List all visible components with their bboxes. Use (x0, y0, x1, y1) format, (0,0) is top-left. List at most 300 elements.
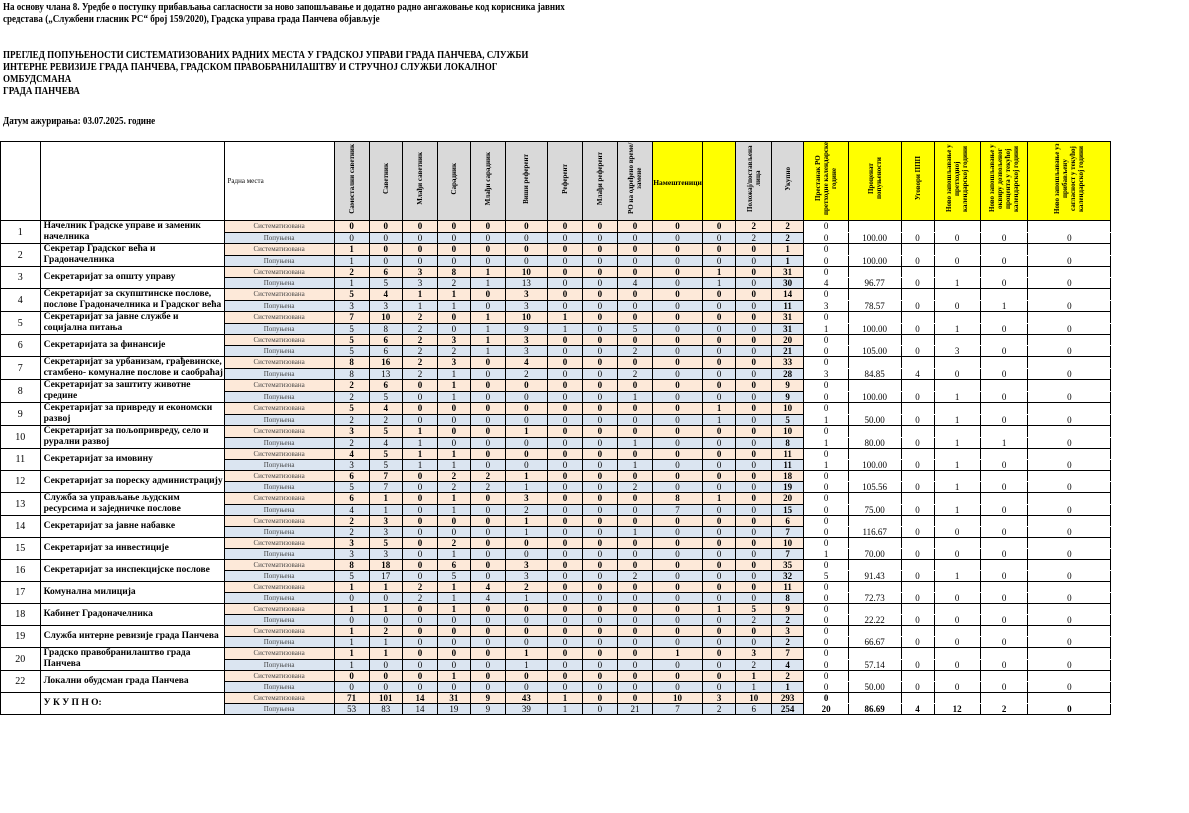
filled-value: 0 (582, 300, 617, 312)
systematized-value: 0 (702, 516, 736, 527)
extra-value: 86.69 (848, 704, 901, 715)
extra-value: 80.00 (848, 437, 901, 449)
filled-value: 0 (548, 682, 583, 693)
extra-value: 0 (980, 278, 1028, 289)
extra-value (848, 267, 901, 278)
table-row (1, 693, 1189, 704)
extra-value (934, 267, 980, 278)
extra-value (901, 604, 934, 615)
systematized-value: 2 (771, 671, 803, 682)
extra-value: 0 (804, 391, 848, 403)
extra-value (934, 221, 980, 233)
extra-value: 0 (934, 593, 980, 604)
extra-value (1028, 312, 1111, 324)
extra-value: 0 (901, 682, 934, 693)
extra-value: 0 (980, 571, 1028, 582)
systematized-value: 0 (402, 648, 437, 660)
filled-value: 0 (653, 278, 703, 289)
systematized-value: 4 (505, 357, 547, 369)
header-col-1 (369, 142, 402, 221)
filled-value: 3 (505, 346, 547, 357)
extra-value: 0 (1028, 504, 1111, 516)
systematized-value: 1 (437, 493, 470, 505)
extra-value (1028, 426, 1111, 438)
systematized-value: 0 (702, 538, 736, 549)
filled-value: 2 (505, 368, 547, 380)
filled-value: 0 (505, 637, 547, 648)
filled-value: 3 (369, 300, 402, 312)
filled-value: 0 (437, 682, 470, 693)
systematized-value: 0 (617, 380, 652, 392)
unit-number: 13 (1, 493, 41, 516)
systematized-value: 31 (437, 693, 470, 704)
extra-value: 1 (980, 300, 1028, 312)
row-kind-filled: Попуњена (224, 704, 334, 715)
unit-number: 7 (1, 357, 41, 380)
header-col-7-label: Млађи референт (595, 151, 604, 206)
extra-value: 0 (934, 615, 980, 626)
filled-value: 0 (582, 637, 617, 648)
systematized-value: 0 (470, 357, 505, 369)
extra-value (980, 648, 1028, 660)
filled-value: 21 (617, 704, 652, 715)
systematized-value: 0 (548, 626, 583, 637)
table-row (1, 538, 1189, 549)
systematized-value: 10 (653, 693, 703, 704)
extra-value (901, 244, 934, 256)
filled-value: 1 (437, 300, 470, 312)
filled-value: 0 (653, 549, 703, 560)
systematized-value: 1 (437, 380, 470, 392)
filled-value: 8 (369, 323, 402, 335)
systematized-value: 0 (617, 693, 652, 704)
systematized-value: 0 (470, 626, 505, 637)
systematized-value: 0 (702, 380, 736, 392)
filled-value: 2 (437, 278, 470, 289)
extra-value (934, 244, 980, 256)
systematized-value: 0 (548, 582, 583, 593)
table-row (1, 244, 1189, 256)
title-line-3: ОМБУДСМАНА (3, 74, 72, 85)
filled-value: 2 (334, 527, 369, 538)
systematized-value: 0 (470, 516, 505, 527)
filled-value: 5 (369, 391, 402, 403)
filled-value: 0 (548, 300, 583, 312)
systematized-value: 5 (369, 449, 402, 460)
filled-value: 2 (369, 414, 402, 426)
filled-value: 5 (334, 482, 369, 493)
extra-value: 1 (934, 482, 980, 493)
systematized-value: 3 (334, 538, 369, 549)
systematized-value: 1 (437, 582, 470, 593)
extra-value: 1 (934, 437, 980, 449)
filled-value: 0 (736, 255, 771, 267)
systematized-value: 10 (771, 538, 803, 549)
systematized-value: 0 (582, 357, 617, 369)
header-extra-1-label: Проценат попуњености (866, 157, 883, 200)
update-date: Датум ажурирања: 03.07.2025. године (3, 116, 156, 127)
header-col-3 (437, 142, 470, 221)
systematized-value: 0 (369, 244, 402, 256)
filled-value: 0 (582, 278, 617, 289)
header-col-9 (653, 142, 703, 221)
systematized-value: 3 (702, 693, 736, 704)
header-col-2-label: Млађи саветник (415, 152, 424, 205)
extra-value (980, 582, 1028, 593)
extra-value: 91.43 (848, 571, 901, 582)
systematized-value: 1 (369, 604, 402, 615)
table-row (1, 267, 1189, 278)
table-row (1, 604, 1189, 615)
filled-value: 0 (548, 346, 583, 357)
extra-value (848, 626, 901, 637)
systematized-value: 0 (505, 221, 547, 233)
systematized-value: 0 (470, 426, 505, 438)
row-kind-systematized: Систематизована (224, 538, 334, 549)
systematized-value: 0 (617, 604, 652, 615)
systematized-value: 8 (334, 560, 369, 571)
systematized-value: 0 (470, 449, 505, 460)
filled-value: 0 (653, 255, 703, 267)
filled-value: 0 (617, 300, 652, 312)
extra-value: 3 (934, 346, 980, 357)
unit-name: Секретаријат за јавне набавке (40, 516, 224, 538)
unit-name: Служба за управљање људским ресурсима и заједничке послове (40, 493, 224, 516)
extra-value (1028, 289, 1111, 301)
row-kind-filled: Попуњена (224, 323, 334, 335)
header-col-0-label: Самостални саветник (347, 143, 356, 214)
extra-value (934, 671, 980, 682)
header-extra-4-label: Ново запошљавање у оквиру дозвољеног процента у текућој календарској години (988, 144, 1021, 213)
row-kind-filled: Попуњена (224, 504, 334, 516)
systematized-value: 0 (653, 671, 703, 682)
filled-value: 0 (653, 300, 703, 312)
filled-value: 4 (771, 659, 803, 671)
extra-value: 0 (980, 323, 1028, 335)
systematized-value: 1 (505, 648, 547, 660)
systematized-value: 11 (771, 582, 803, 593)
systematized-value: 0 (437, 221, 470, 233)
extra-value: 0 (804, 449, 848, 460)
filled-value: 0 (470, 255, 505, 267)
filled-value: 1 (771, 255, 803, 267)
extra-value: 0 (980, 615, 1028, 626)
extra-value: 0 (804, 604, 848, 615)
filled-value: 15 (771, 504, 803, 516)
filled-value: 4 (334, 504, 369, 516)
filled-value: 0 (617, 414, 652, 426)
filled-value: 3 (334, 549, 369, 560)
filled-value: 0 (736, 460, 771, 471)
header-col-9-label: Намештеници (653, 178, 702, 187)
systematized-value: 0 (653, 471, 703, 482)
systematized-value: 0 (702, 312, 736, 324)
extra-value: 0 (901, 504, 934, 516)
extra-value (980, 693, 1028, 704)
systematized-value: 0 (653, 357, 703, 369)
extra-value: 0 (804, 516, 848, 527)
systematized-value: 10 (505, 312, 547, 324)
filled-value: 2 (402, 323, 437, 335)
filled-value: 0 (548, 571, 583, 582)
systematized-value: 0 (582, 403, 617, 415)
extra-value: 100.00 (848, 255, 901, 267)
filled-value: 28 (771, 368, 803, 380)
systematized-value: 0 (702, 426, 736, 438)
systematized-value: 0 (402, 380, 437, 392)
extra-value (1028, 493, 1111, 505)
systematized-value: 5 (369, 538, 402, 549)
systematized-value: 0 (582, 267, 617, 278)
systematized-value: 35 (771, 560, 803, 571)
systematized-value: 0 (617, 560, 652, 571)
filled-value: 0 (617, 232, 652, 244)
extra-value (901, 449, 934, 460)
unit-number: 2 (1, 244, 41, 267)
systematized-value: 0 (548, 357, 583, 369)
systematized-value: 0 (617, 335, 652, 346)
systematized-value: 10 (505, 267, 547, 278)
extra-value (934, 493, 980, 505)
extra-value (1028, 471, 1111, 482)
extra-value: 100.00 (848, 391, 901, 403)
systematized-value: 6 (369, 335, 402, 346)
row-kind-systematized: Систематизована (224, 289, 334, 301)
filled-value: 0 (548, 414, 583, 426)
header-col-3-label: Сарадник (449, 162, 458, 195)
extra-value (901, 693, 934, 704)
unit-name: Секретаријат за имовину (40, 449, 224, 471)
extra-value: 0 (1028, 437, 1111, 449)
filled-value: 0 (402, 504, 437, 516)
extra-value: 0 (804, 335, 848, 346)
filled-value: 9 (470, 704, 505, 715)
unit-name: Градско правобранилаштво града Панчева (40, 648, 224, 671)
unit-name: Служба интерне ревизије града Панчева (40, 626, 224, 648)
extra-value: 0 (901, 460, 934, 471)
table-row (1, 380, 1189, 392)
systematized-value: 0 (402, 604, 437, 615)
row-kind-systematized: Систематизована (224, 626, 334, 637)
extra-value: 0 (804, 482, 848, 493)
table-row (1, 471, 1189, 482)
extra-value (934, 560, 980, 571)
extra-value: 66.67 (848, 637, 901, 648)
systematized-value: 0 (617, 493, 652, 505)
filled-value: 0 (702, 346, 736, 357)
extra-value (1028, 403, 1111, 415)
header-col-6-label: Референт (560, 163, 569, 194)
filled-value: 0 (470, 391, 505, 403)
extra-value: 0 (980, 255, 1028, 267)
filled-value: 0 (437, 437, 470, 449)
filled-value: 0 (702, 300, 736, 312)
intro-line-1: На основу члана 8. Уредбе о поступку прибављања сагласности за ново запошљавање и додатно радно ангажовање код корисника јавних (3, 2, 565, 13)
filled-value: 0 (402, 414, 437, 426)
extra-value (901, 380, 934, 392)
systematized-value: 0 (582, 380, 617, 392)
extra-value (848, 671, 901, 682)
filled-value: 0 (402, 615, 437, 626)
systematized-value: 0 (470, 289, 505, 301)
extra-value: 0 (1028, 659, 1111, 671)
filled-value: 5 (437, 571, 470, 582)
systematized-value: 0 (582, 471, 617, 482)
header-radna-mesta-label: Радна места (227, 177, 264, 185)
filled-value: 0 (617, 504, 652, 516)
filled-value: 0 (334, 615, 369, 626)
systematized-value: 1 (334, 626, 369, 637)
extra-value (848, 403, 901, 415)
systematized-value: 4 (334, 449, 369, 460)
systematized-value: 2 (402, 335, 437, 346)
filled-value: 1 (470, 323, 505, 335)
filled-value: 0 (369, 232, 402, 244)
extra-value: 1 (804, 437, 848, 449)
extra-value: 0 (1028, 615, 1111, 626)
filled-value: 3 (505, 571, 547, 582)
filled-value: 0 (548, 615, 583, 626)
filled-value: 1 (548, 704, 583, 715)
filled-value: 2 (617, 482, 652, 493)
systematized-value: 0 (653, 538, 703, 549)
systematized-value: 0 (582, 626, 617, 637)
systematized-value: 0 (617, 357, 652, 369)
extra-value: 1 (804, 323, 848, 335)
extra-value: 0 (901, 255, 934, 267)
filled-value: 0 (402, 255, 437, 267)
header-extra-3-label: Ново запошљавање у претходној календарској години (945, 144, 970, 213)
filled-value: 9 (505, 323, 547, 335)
systematized-value: 0 (702, 221, 736, 233)
extra-value: 3 (804, 300, 848, 312)
row-kind-systematized: Систематизована (224, 380, 334, 392)
filled-value: 0 (653, 482, 703, 493)
systematized-value: 1 (505, 426, 547, 438)
extra-value (1028, 626, 1111, 637)
unit-number (1, 693, 41, 715)
extra-value (980, 449, 1028, 460)
extra-value: 0 (804, 538, 848, 549)
systematized-value: 1 (470, 267, 505, 278)
extra-value (901, 426, 934, 438)
extra-value (934, 693, 980, 704)
systematized-value: 5 (334, 289, 369, 301)
header-extra-1 (848, 142, 901, 221)
filled-value: 0 (736, 437, 771, 449)
filled-value: 0 (653, 615, 703, 626)
extra-value: 0 (934, 368, 980, 380)
header-extra-3 (934, 142, 980, 221)
systematized-value: 0 (736, 626, 771, 637)
filled-value: 1 (702, 278, 736, 289)
filled-value: 0 (653, 232, 703, 244)
extra-value (848, 693, 901, 704)
systematized-value: 0 (582, 538, 617, 549)
systematized-value: 10 (736, 693, 771, 704)
unit-number: 3 (1, 267, 41, 289)
filled-value: 53 (334, 704, 369, 715)
filled-value: 0 (736, 391, 771, 403)
filled-value: 0 (334, 232, 369, 244)
extra-value: 0 (901, 323, 934, 335)
extra-value: 1 (934, 414, 980, 426)
extra-value (901, 516, 934, 527)
systematized-value: 0 (437, 648, 470, 660)
filled-value: 0 (582, 460, 617, 471)
table-row (1, 403, 1189, 415)
filled-value: 1 (369, 504, 402, 516)
table-row (1, 493, 1189, 505)
row-kind-filled: Попуњена (224, 527, 334, 538)
header-extra-0 (804, 142, 848, 221)
filled-value: 0 (653, 571, 703, 582)
extra-value (980, 335, 1028, 346)
title-line-4: ГРАДА ПАНЧЕВА (3, 86, 80, 97)
extra-value: 0 (980, 682, 1028, 693)
extra-value: 70.00 (848, 549, 901, 560)
systematized-value: 0 (653, 449, 703, 460)
systematized-value: 1 (653, 648, 703, 660)
extra-value (980, 403, 1028, 415)
systematized-value: 0 (617, 289, 652, 301)
systematized-value: 0 (548, 426, 583, 438)
filled-value: 7 (653, 704, 703, 715)
filled-value: 0 (437, 659, 470, 671)
extra-value: 0 (901, 549, 934, 560)
extra-value: 0 (980, 368, 1028, 380)
systematized-value: 1 (437, 449, 470, 460)
extra-value: 4 (804, 278, 848, 289)
extra-value: 1 (934, 391, 980, 403)
filled-value: 0 (548, 278, 583, 289)
filled-value: 1 (771, 682, 803, 693)
systematized-value: 7 (369, 471, 402, 482)
systematized-value: 8 (653, 493, 703, 505)
filled-value: 0 (470, 437, 505, 449)
extra-value: 0 (1028, 637, 1111, 648)
systematized-value: 0 (582, 449, 617, 460)
extra-value: 0 (934, 255, 980, 267)
systematized-value: 0 (582, 671, 617, 682)
extra-value: 0 (804, 255, 848, 267)
header-extra-2-label: Уговори ППП (913, 156, 922, 201)
extra-value (1028, 582, 1111, 593)
extra-value (848, 449, 901, 460)
filled-value: 0 (617, 659, 652, 671)
filled-value: 0 (402, 232, 437, 244)
filled-value: 0 (548, 460, 583, 471)
row-kind-systematized: Систематизована (224, 403, 334, 415)
extra-value: 0 (804, 221, 848, 233)
extra-value: 0 (980, 414, 1028, 426)
extra-value: 0 (980, 527, 1028, 538)
systematized-value: 3 (334, 426, 369, 438)
extra-value: 1 (804, 460, 848, 471)
filled-value: 17 (369, 571, 402, 582)
systematized-value: 0 (617, 626, 652, 637)
extra-value (901, 335, 934, 346)
extra-value: 0 (804, 346, 848, 357)
row-kind-systematized: Систематизована (224, 516, 334, 527)
systematized-value: 0 (653, 244, 703, 256)
unit-name: Начелник Градске управе и заменик начелника (40, 221, 224, 244)
filled-value: 0 (582, 482, 617, 493)
systematized-value: 0 (369, 221, 402, 233)
extra-value: 0 (804, 693, 848, 704)
extra-value: 0 (804, 637, 848, 648)
filled-value: 0 (402, 659, 437, 671)
